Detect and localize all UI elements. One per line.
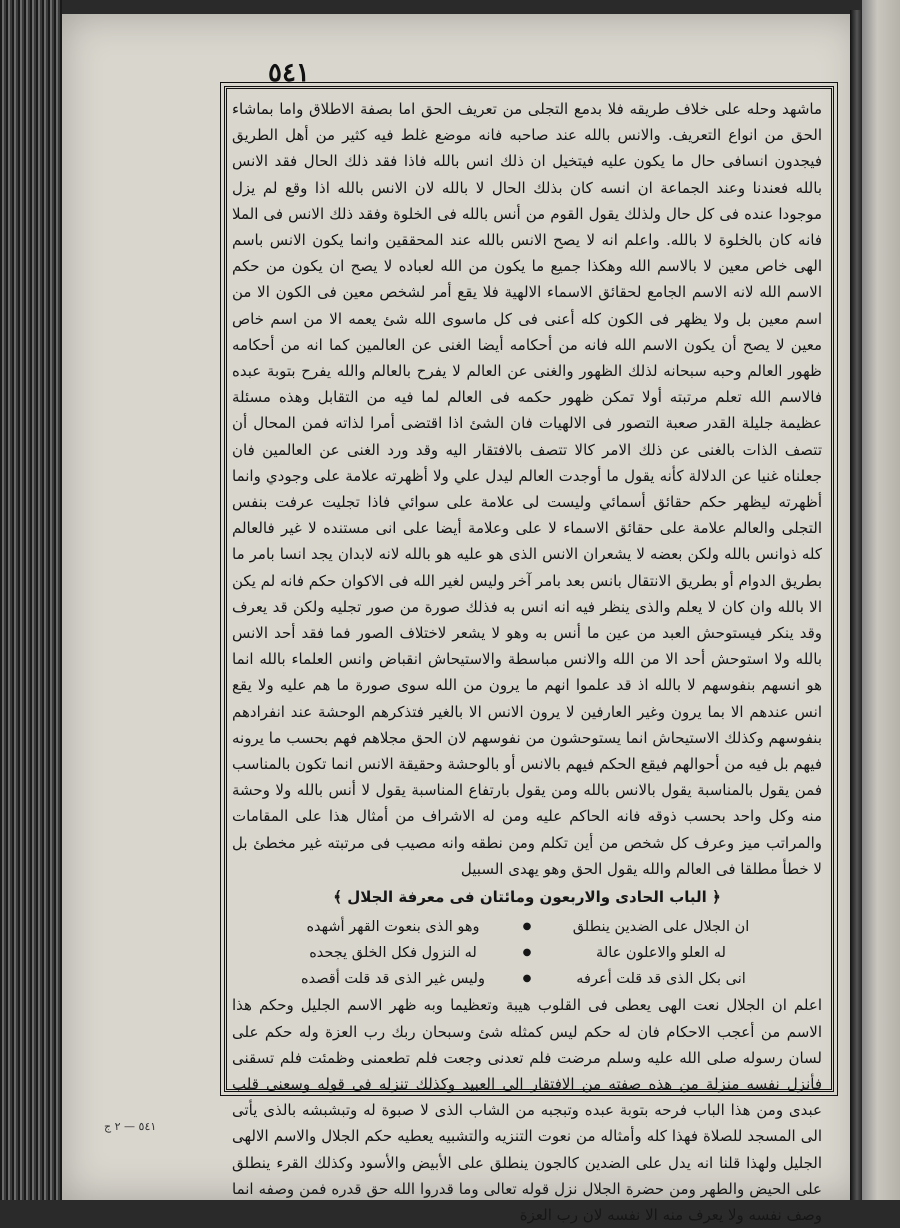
verse-line	[232, 940, 822, 966]
verse-separator-icon: ●	[522, 947, 532, 959]
verse-hemistich-left: وهو الذى بنعوت القهر أشهده	[306, 919, 480, 936]
verse-hemistich-left: له النزول فكل الخلق يجحده	[309, 945, 477, 962]
facing-page-edge	[862, 0, 900, 1200]
main-text-block	[232, 96, 822, 1228]
page-number: ٥٤١	[268, 58, 310, 88]
verse-hemistich-right: ان الجلال على الضدين ينطلق	[572, 919, 750, 936]
paragraph-anas: ماشهد وحله على خلاف طريقه فلا بدمع التجلى من تعريف الحق اما بصفة الاطلاق واما بماشاء الحق من انواع التعريف. والانس بالله عند صاحبه فانه موضع غلط فيه كثير من أهل الطريق فيجدون انسافى حال ما يكون عليه فيتخيل ان ذلك انس بالله فاذا فقد ذلك الحال فقد الانس بالله فعندنا وعند الجماعة ان انسه كان بذلك الحال لا بالله لان الانس بالله اذا وقع لم يزل موجودا عنده فى كل حال ولذلك يقول القوم من أنس بالله فى الخلوة وفقد ذلك الانس فى الملا فانه كان بالخلوة لا بالله. واعلم انه لا يصح الانس بالله عند المحققين وانما يكون الانس باسم الهى خاص معين لا بالاسم الله وهكذا جميع ما يكون من الله لعباده لا يصح ان يكون من حكم الاسم الله لانه الاسم الجامع لحقائق الاسماء الالهية فلا يقع أمر لشخص معين فى الكون الا من اسم معين بل ولا يظهر فى الكون كله أعنى فى كل ماسوى الله شئ يعمه الا من اسم خاص معين لا يصح أن يكون الاسم الله فانه من أحكامه أيضا الغنى عن العالمين كما انه من أحكامه ظهور العالم وحبه سبحانه لذلك الظهور والغنى عن العالم لا يفرح بالعالم والله يفرح بتوبة عبده فالاسم الله تعلم مرتبته أولا تمكن ظهور حكمه فى العالم لما فيه من التقابل وهذه مسئلة عظيمة جليلة القدر صعبة التصور فى الالهيات فان الشئ اذا اقتضى أمرا لذاته فمن المحال أن تتصف الذات بالغنى عن ذلك الامر كالا تتصف بالافتقار اليه وقد ورد الغنى عن العالمين فان جعلناه غنيا عن الدلالة كأنه يقول ما أوجدت العالم ليدل علي ولا أظهرته علامة على وجودي وانما أظهرته ليظهر حكم حقائق أسمائي وليست لى علامة على سوائي فاذا تجليت عرفت بنفس التجلى والعالم علامة على حقائق الاسماء لا على وعلامة أيضا على انى مستنده لا غير فالعالم كله ذوانس بالله ولكن بعضه لا يشعران الانس الذى هو عليه هو بالله لانه لابدان يجد انسا بامر ما بطريق الدوام أو بطريق الانتقال بانس بعد بامر آخر وليس لغير الله فى الاكوان حكم فانه لم يكن الا بالله وان كان لا يعلم والذى ينظر فيه انه انس به فذلك صورة من صور تجليه ولكن قد يعرف وقد ينكر فيستوحش العبد من عين ما أنس به وهو لا يشعر لاختلاف الصور فما فقد أحد الانس بالله ولا استوحش أحد الا من الله والانس مباسطة والاستيحاش انقباض وانس العلماء بالله انما هو انسهم بنفوسهم لا بالله اذ قد علموا انهم ما يرون من الله سوى صورة ما هم عليه ولا يقع انس عندهم الا بما يرون وغير العارفين لا يرون الانس الا بالغير فتذكرهم الوحشة عند انفرادهم بنفوسهم وكذلك الاستيحاش انما يستوحشون من نفوسهم لان الحق مجلاهم فهم بحسب ما يرونه فيهم بل فيه من أحوالهم فيقع الحكم فيهم بالانس أو بالوحشة وحقيقة الانس انما تكون بالمناسب فمن يقول بالمناسبة يقول بالانس بالله ومن يقول بارتفاع المناسبة يقول لا أنس بالله ولا وحشة منه وكل واحد بحسب ذوقه فانه الحاكم عليه ومن له الاشراف من أمثال هذا على المقامات والمراتب ميز وعرف كل شخص من أين تكلم ومن نطقه وانه مصيب فى مرتبته غير مخطئ بل لا خطأ مطلقا فى العالم والله يقول الحق وهو يهدى السبيل	[232, 100, 822, 878]
verse-hemistich-left: وليس غير الذى قد قلت أقصده	[301, 971, 485, 988]
verse-line	[232, 966, 822, 992]
verse-hemistich-right: انى بكل الذى قد قلت أعرفه	[576, 971, 746, 988]
book-page-edges-left	[0, 0, 62, 1200]
verse-hemistich-right: له العلو والاعلون عالة	[596, 945, 726, 962]
chapter-title: ﴿ الباب الحادى والاربعون ومائتان فى معرفة الجلال ﴾	[333, 888, 721, 907]
paragraph-jalal: اعلم ان الجلال نعت الهى يعطى فى القلوب هيبة وتعظيما وبه ظهر الاسم الجليل وحكم هذا الاسم من أعجب الاحكام فان له حكم ليس كمثله شئ وسبحان ربك رب العزة وله حكم على لسان رسوله صلى الله عليه وسلم مرضت فلم تعدنى وجعت فلم تطعمنى وظمئت فلم تسقنى فأنزل نفسه منزلة من هذه صفته من الافتقار الى العبيد وكذلك تنزله فى قوله وسعنى قلب عبدى ومن هذا الباب فرحه بتوبة عبده وتبجبه من الشاب الذى لا صبوة له وتبشبشه بالذى يأتى الى المسجد للصلاة فهذا كله وأمثاله من نعوت التنزيه والتشبيه يعطيه حكم الجلال والاسم الالهى الجليل ولهذا قلنا انه يدل على الضدين كالجون ينطلق على الأبيض والأسود وكذلك القرء ينطلق على الحيض والطهر ومن حضرة الجلال نزل قوله تعالى وما قدروا الله حق قدره فمن وصفه انما وصف نفسه ولا يعرف منه الا نفسه لان رب العزة	[232, 996, 822, 1224]
verse-separator-icon: ●	[522, 973, 532, 985]
footer-mark: ٥٤١ — ٢ ج	[104, 1120, 157, 1133]
verse-separator-icon: ●	[522, 921, 532, 933]
verse-line	[232, 914, 822, 940]
